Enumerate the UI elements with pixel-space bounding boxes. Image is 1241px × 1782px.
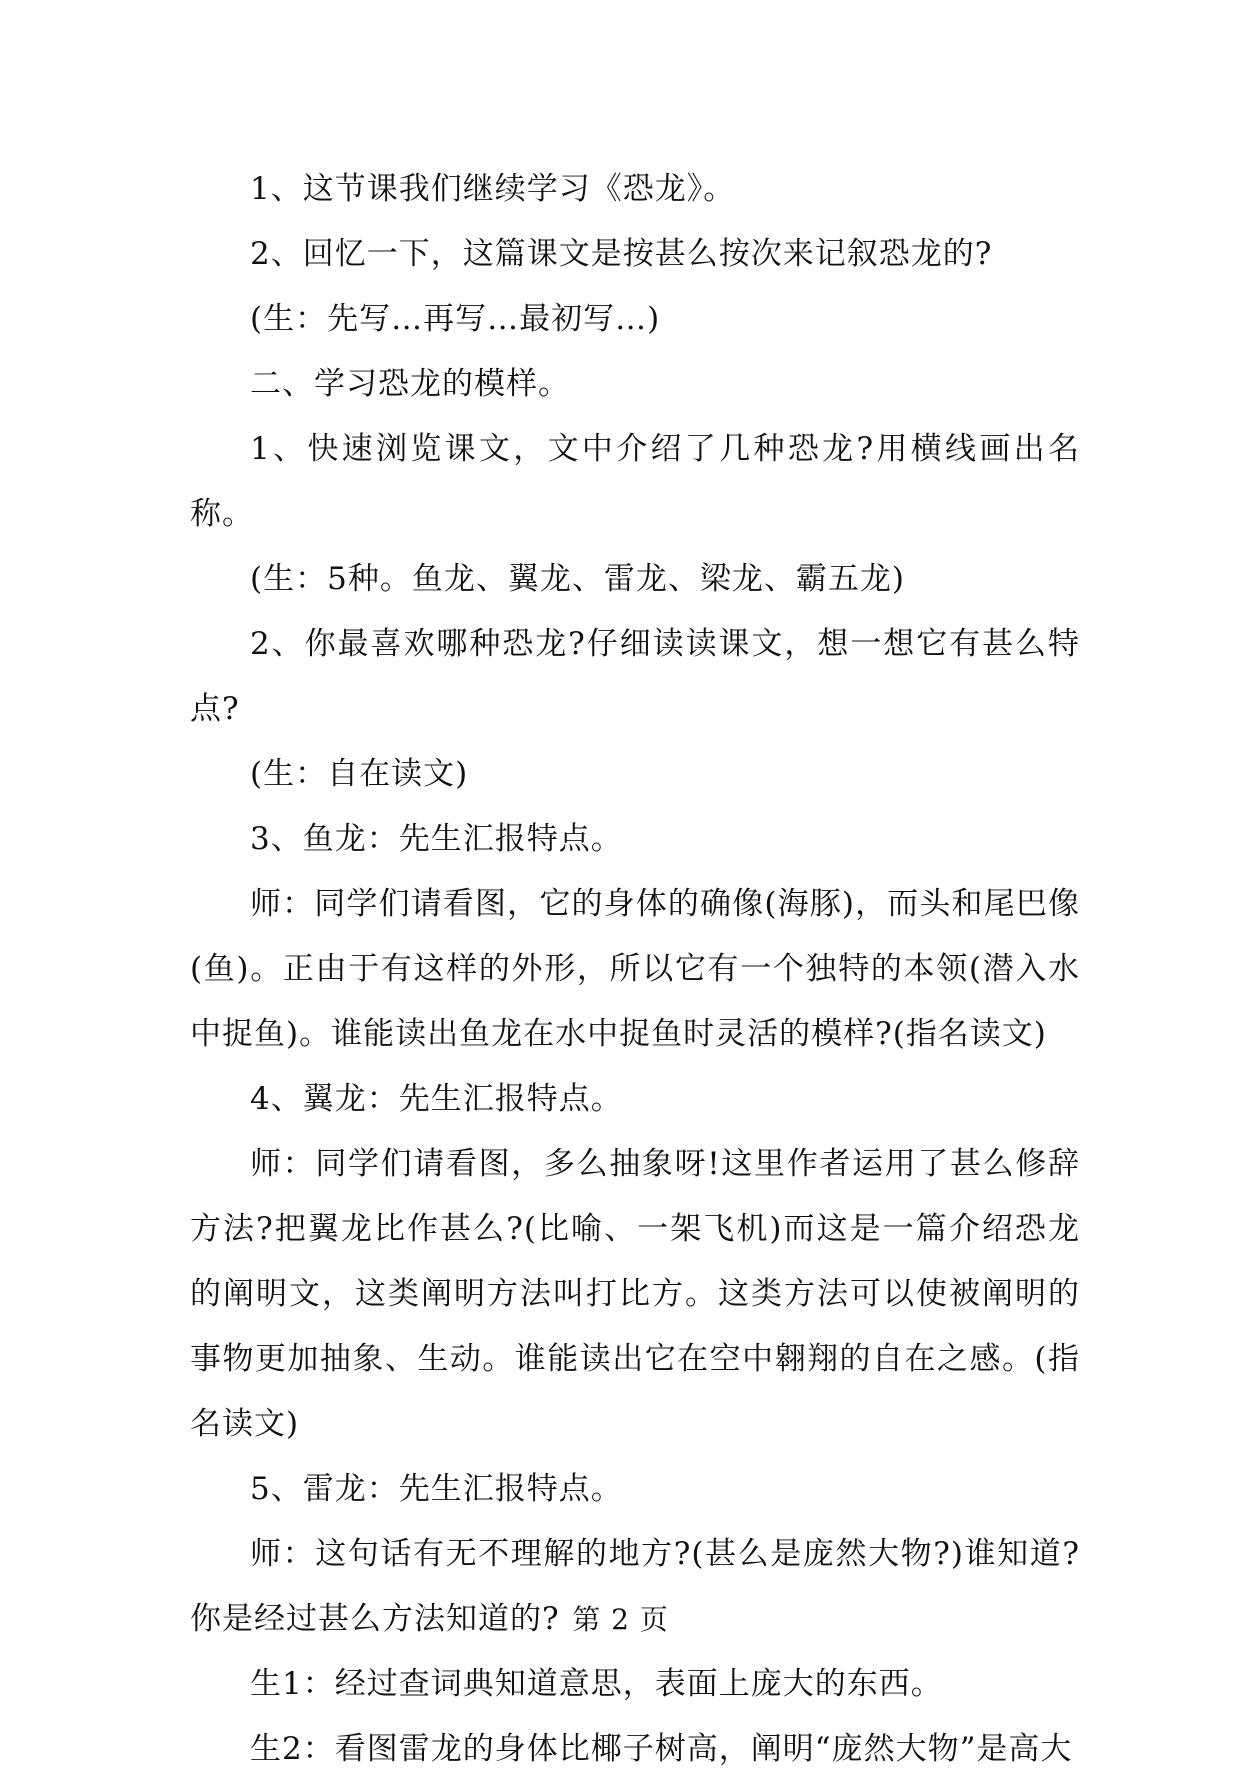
paragraph-11: 4、翼龙：先生汇报特点。 [250,1081,623,1117]
paragraph-10: 师：同学们请看图，它的身体的确像(海豚)，而头和尾巴像(鱼)。正由于有这样的外形，所以它有一个独特的本领(潜入水中捉鱼)。谁能读出鱼龙在水中捉鱼时灵活的模样?(指名读文) [190,886,1080,1052]
paragraph-7: 2、你最喜欢哪种恐龙?仔细读读课文，想一想它有甚么特点? [190,626,1080,727]
paragraph-3: (生：先写…再写…最初写…) [250,301,661,337]
paragraph-1: 1、这节课我们继续学习《恐龙》。 [250,171,736,207]
page-body [190,157,1080,1782]
section-heading: 二、学习恐龙的模样。 [250,366,570,402]
paragraph-13: 5、雷龙：先生汇报特点。 [250,1471,623,1507]
paragraph-8: (生：自在读文) [250,756,469,792]
page-number: 第 2 页 [572,1603,669,1636]
paragraph-6: (生：5种。鱼龙、翼龙、雷龙、梁龙、霸五龙) [250,561,905,597]
paragraph-16: 生2：看图雷龙的身体比椰子树高，阐明“庞然大物”是高大 [250,1731,1073,1767]
paragraph-5: 1、快速浏览课文，文中介绍了几种恐龙?用横线画出名称。 [190,431,1080,532]
paragraph-2: 2、回忆一下，这篇课文是按甚么按次来记叙恐龙的? [250,236,993,272]
paragraph-15: 生1：经过查词典知道意思，表面上庞大的东西。 [250,1666,943,1702]
paragraph-9: 3、鱼龙：先生汇报特点。 [250,821,623,857]
paragraph-14: 师：这句话有无不理解的地方?(甚么是庞然大物?)谁知道?你是经过甚么方法知道的? [190,1536,1080,1637]
paragraph-12: 师：同学们请看图，多么抽象呀!这里作者运用了甚么修辞方法?把翼龙比作甚么?(比喻、一架飞机)而这是一篇介绍恐龙的阐明文，这类阐明方法叫打比方。这类方法可以使被阐明的事物更加抽象、生动。谁能读出它在空中翱翔的自在之感。(指名读文) [190,1146,1080,1442]
